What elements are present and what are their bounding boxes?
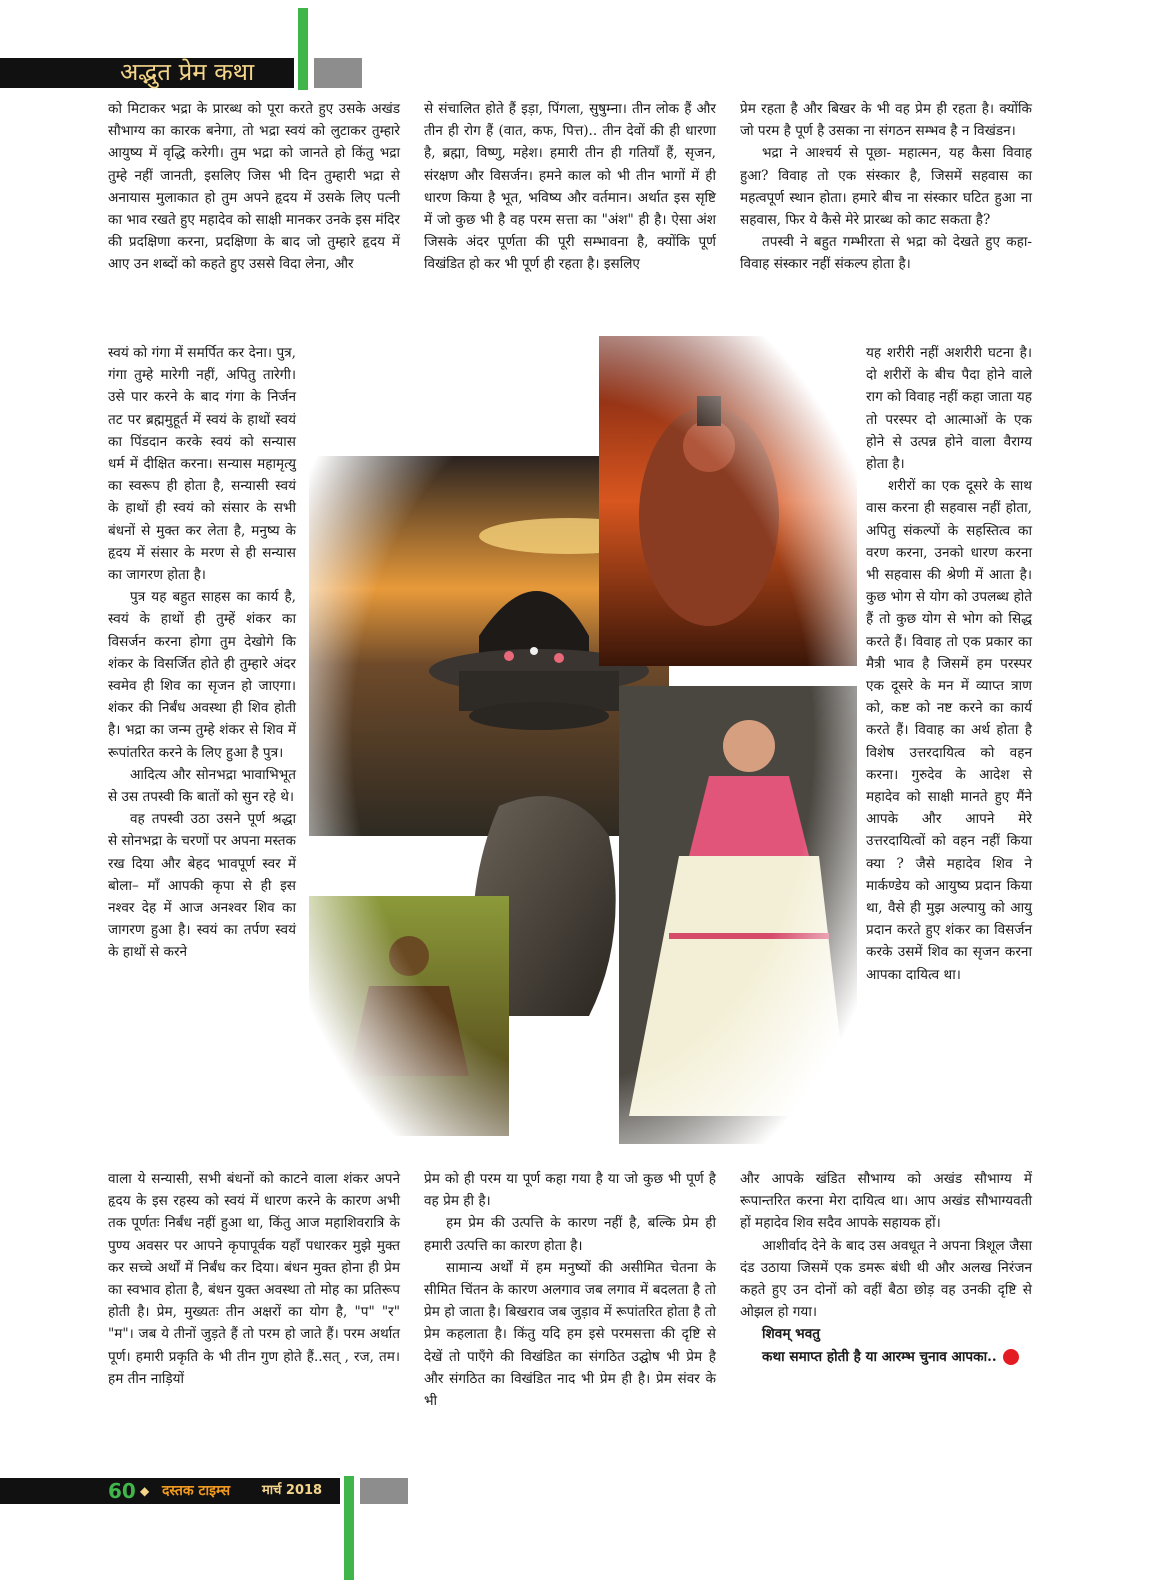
footer-gray-block [360, 1478, 408, 1504]
col3-top-text: प्रेम रहता है और बिखर के भी वह प्रेम ही रहता है। क्योंकि जो परम है पूर्ण है उसका ना संगठन सम्भव है न विखंडन। भद्रा ने आश्चर्य से पूछा- महात्मन, यह कैसा विवाह हुआ? विवाह तो एक संस्कार है, जिसमें सहवास का महत्वपूर्ण स्थान होता। हमारे बीच ना संस्कार घटित हुआ ना सहवास, फिर ये कैसे मेरे प्रारब्ध को काट सकता है? तपस्वी ने बहुत गम्भीरता से भद्रा को देखते हुए कहा- विवाह संस्कार नहीं संकल्प होता है। [740, 101, 1032, 273]
col2-top-text: से संचालित होते हैं इड़ा, पिंगला, सुषुम्ना। तीन लोक हैं और तीन ही रोग हैं (वात, कफ, पित्त).. तीन देवों की ही धारणा है, ब्रह्मा, विष्णु, महेश। हमारी तीन ही गतियाँ हैं, सृजन, संरक्षण और विसर्जन। हमने काल को भी तीन भागों में ही धारण किया है भूत, भविष्य और वर्तमान। अर्थात इस सृष्टि में जो कुछ भी है वह परम सत्ता का "अंश" ही है। ऐसा अंश जिसके अंदर पूर्णता की पूरी सम्भावना है, क्योंकि पूर्ण विखंडित हो कर भी पूर्ण ही रहता है। इसलिए [424, 101, 716, 273]
header-accent-bar [298, 8, 308, 90]
bullet-icon: ◆ [140, 1484, 150, 1498]
end-dot-icon [1003, 1349, 1019, 1365]
col1-narrow-text: स्वयं को गंगा में समर्पित कर देना। पुत्र, गंगा तुम्हे मारेगी नहीं, अपितु तारेगी। उसे पार करने के बाद गंगा के निर्जन तट पर ब्रह्ममुहूर्त में स्वयं के हाथों स्वयं का पिंडदान करके स्वयं को सन्यास धर्म में दीक्षित करना। सन्यास महामृत्यु का स्वरूप ही होता है, सन्यासी स्वयं के हाथों ही स्वयं को संसार के सभी बंधनों से मुक्त कर लेता है, मनुष्य के हृदय में संसार के मरण से ही सन्यास का जागरण होता है। पुत्र यह बहुत साहस का कार्य है, स्वयं के हाथों ही तुम्हें शंकर का विसर्जन करना होगा तुम देखोगे कि शंकर के विसर्जित होते ही तुम्हारे अंदर स्वमेव ही शिव का सृजन हो जाएगा। शंकर की निर्बंध अवस्था ही शिव होती है। भद्रा का जन्म तुम्हे शंकर से शिव में रूपांतरित करने के लिए हुआ है पुत्र। आदित्य और सोनभद्रा भावाभिभूत से उस तपस्वी कि बातों को सुन रहे थे। वह तपस्वी उठा उसने पूर्ण श्रद्धा से सोनभद्रा के चरणों पर अपना मस्तक रख दिया और बेहद भावपूर्ण स्वर में बोला– माँ आपकी कृपा से ही इस नश्वर देह में आज अनश्वर शिव का जागरण हुआ है। स्वयं का तर्पण स्वयं के हाथों से करने [108, 345, 296, 961]
closing-blessing: शिवम् भवतु [762, 1326, 821, 1343]
header-gray-block [314, 58, 362, 88]
col1-bottom-text: वाला ये सन्यासी, सभी बंधनों को काटने वाला शंकर अपने हृदय के इस रहस्य को स्वयं में धारण करने के कारण अभी तक पूर्णतः निर्बंध नहीं हुआ था, किंतु आज महाशिवरात्रि के पुण्य अवसर पर आपने कृपापूर्वक यहाँ पधारकर मुझे मुक्त कर सच्चे अर्थों में निर्बंध कर दिया। बंधन मुक्त होना ही प्रेम का स्वभाव होता है, बंधन युक्त अवस्था तो मोह का प्रतिरूप होती है। प्रेम, मुख्यतः तीन अक्षरों का योग है, "प" "र" "म"। जब ये तीनों जुड़ते हैं तो परम हो जाते हैं। परम अर्थात पूर्ण। हमारी प्रकृति के भी तीन गुण होते हैं..सत् , रज, तम। हम तीन नाड़ियों [108, 1171, 400, 1387]
closing-line: कथा समाप्त होती है या आरम्भ चुनाव आपका.. [762, 1348, 997, 1365]
col1-top-text: को मिटाकर भद्रा के प्रारब्ध को पूरा करते हुए उसके अखंड सौभाग्य का कारक बनेगा, तो भद्रा स्वयं को लुटाकर तुम्हारे आयुष्य में वृद्धि करेगी। तुम भद्रा को जानते हो किंतु भद्रा तुम्हे नहीं जानती, इसलिए जिस भी दिन तुम्हारी भद्रा से अनायास मुलाकात हो तुम अपने हृदय में उसके लिए पत्नी का भाव रखते हुए महादेव को साक्षी मानकर उनके इस मंदिर की प्रदक्षिणा करना, प्रदक्षिणा के बाद जो तुम्हारे हृदय में आए उन शब्दों को कहते हुए उससे विदा लेना, और [108, 101, 400, 273]
page-number: 60 [108, 1479, 136, 1503]
story-collage-illustration [309, 336, 857, 1144]
footer-accent-bar [344, 1476, 354, 1580]
col2-bottom-text: प्रेम को ही परम या पूर्ण कहा गया है या जो कुछ भी पूर्ण है वह प्रेम ही है। हम प्रेम की उत्पत्ति के कारण नहीं है, बल्कि प्रेम ही हमारी उत्पत्ति का कारण होता है। सामान्य अर्थों में हम मनुष्यों की असीमित चेतना के सीमित चिंतन के कारण अलगाव जब लगाव में बदलता है तो प्रेम हो जाता है। बिखराव जब जुड़ाव में रूपांतरित होता है तो प्रेम कहलाता है। किंतु यदि हम इसे परमसत्ता की दृष्टि से देखें तो पाएँगे की विखंडित का संगठित उद्घोष भी प्रेम है और संगठित का विखंडित नाद भी प्रेम ही है। प्रेम संवर के भी [424, 1171, 716, 1410]
col3-narrow-text: यह शरीरी नहीं अशरीरी घटना है। दो शरीरों के बीच पैदा होने वाले राग को विवाह नहीं कहा जाता यह तो परस्पर दो आत्माओं के एक होने से उत्पन्न होने वाला वैराग्य होता है। शरीरों का एक दूसरे के साथ वास करना ही सहवास नहीं होता, अपितु संकल्पों के सहस्तित्व का वरण करना, उनको धारण करना भी सहवास की श्रेणी में आता है। कुछ भोग से योग को उपलब्ध होते हैं तो कुछ योग से भोग को सिद्ध करते हैं। विवाह तो एक प्रकार का मैत्री भाव है जिसमें हम परस्पर एक दूसरे के मन में व्याप्त त्राण को, कष्ट को नष्ट करने का कार्य करते हैं। विवाह का अर्थ होता है विशेष उत्तरदायित्व को वहन करना। गुरुदेव के आदेश से महादेव को साक्षी मानते हुए मैंने आपके और आपने मेरे उत्तरदायित्वों को वहन नहीं किया क्या ? जैसे महादेव शिव ने मार्कण्डेय को आयुष्य प्रदान किया था, वैसे ही मुझ अल्पायु को आयु प्रदान करते हुए शंकर का विसर्जन करके उसमें शिव का सृजन करना आपका दायित्व था। [866, 345, 1032, 983]
magazine-name: दस्तक टाइम्स [162, 1483, 231, 1499]
col3-bottom-text: और आपके खंडित सौभाग्य को अखंड सौभाग्य में रूपान्तरित करना मेरा दायित्व था। आप अखंड सौभाग्यवती हों महादेव शिव सदैव आपके सहायक हों। आशीर्वाद देने के बाद उस अवधूत ने अपना त्रिशूल जैसा दंड उठाया जिसमें एक डमरू बंधी थी और अलख निरंजन कहते हुए उन दोनों को वहीं बैठा छोड़ वह उनकी दृष्टि से ओझल हो गया। शिवम् भवतु कथा समाप्त होती है या आरम्भ चुनाव आपका.. [740, 1171, 1032, 1365]
issue-date: मार्च 2018 [262, 1483, 323, 1498]
section-title: अद्भुत प्रेम कथा [120, 58, 255, 86]
